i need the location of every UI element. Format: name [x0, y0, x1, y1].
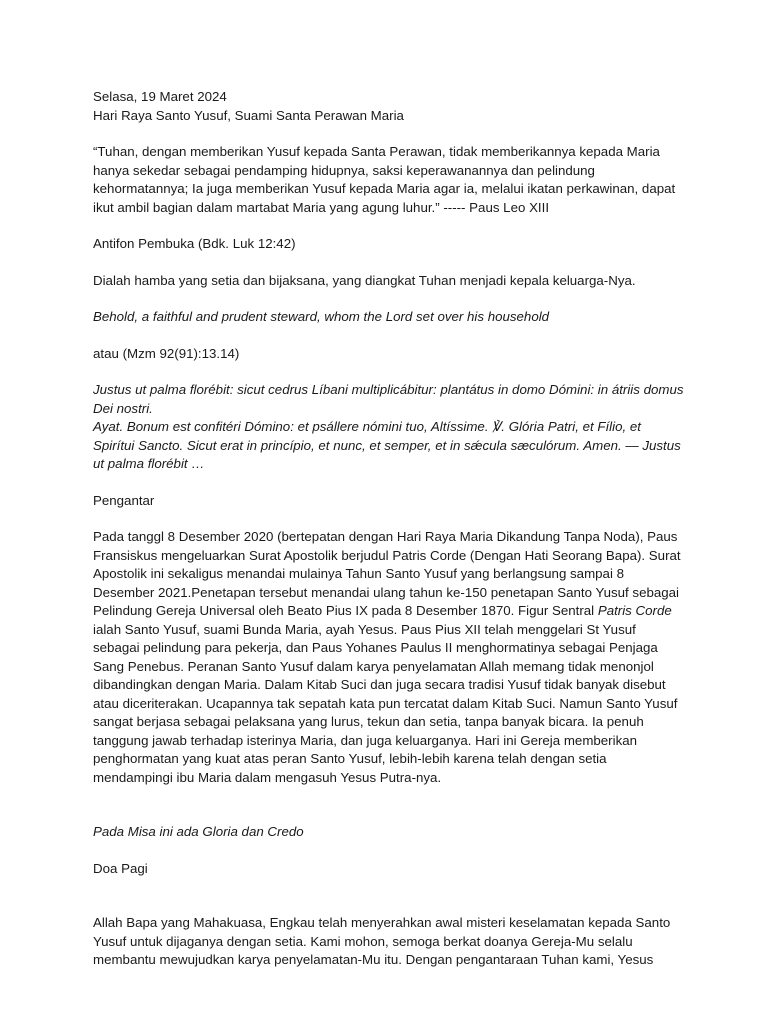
feast-title: Hari Raya Santo Yusuf, Suami Santa Perawan Maria: [93, 107, 404, 123]
antifon-english: Behold, a faithful and prudent steward, whom the Lord set over his household: [93, 309, 550, 324]
spacer: [93, 787, 685, 823]
spacer: [93, 878, 685, 914]
quote-paragraph: “Tuhan, dengan memberikan Yusuf kepada Santa Perawan, tidak memberikannya kepada Maria hanya sekedar sebagai pendamping hidupnya, saksi keperawanannya dan pelindung kehormatannya; Ia juga memberikan Yusuf kepada Maria agar ia, melalui ikatan perkawinan, dapat ikut ambil bagian dalam martabat Maria yang agung luhur.” ----- Paus Leo XIII: [93, 144, 676, 215]
spacer: [93, 474, 685, 492]
spacer: [93, 510, 685, 528]
antifon-heading: Antifon Pembuka (Bdk. Luk 12:42): [93, 236, 296, 251]
latin-antiphon: Justus ut palma florébit: sicut cedrus Líbani multiplicábitur: plantátus in domo Dómini: in átriis domus Dei nostri.: [93, 382, 684, 416]
spacer: [93, 842, 685, 860]
spacer: [93, 125, 685, 143]
doa-heading: Doa Pagi: [93, 860, 148, 876]
pengantar-text-1: Pada tanggl 8 Desember 2020 (bertepatan dengan Hari Raya Maria Dikandung Tanpa Noda), Paus Fransiskus mengeluarkan Surat Apostolik berjudul Patris Corde (Dengan Hati Seorang Bapa). Surat Apostolik ini sekaligus menandai mulainya Tahun Santo Yusuf yang berlangsung sampai 8 Desember 2021.Penetapan tersebut menandai ulang tahun ke-150 penetapan Santo Yusuf sebagai Pelindung Gereja Universal oleh Beato Pius IX pada 8 Desember 1870. Figur Sentral: [93, 529, 681, 618]
misa-note: Pada Misa ini ada Gloria dan Credo: [93, 824, 304, 839]
spacer: [93, 217, 685, 235]
pengantar-paragraph: [93, 528, 685, 787]
spacer: [93, 254, 685, 272]
spacer: [93, 327, 685, 345]
spacer: [93, 363, 685, 381]
patris-corde-title: Patris Corde: [597, 603, 672, 618]
pengantar-text-2: ialah Santo Yusuf, suami Bunda Maria, ayah Yesus. Paus Pius XII telah menggelari St Yusuf sebagai pelindung para pekerja, dan Paus Yohanes Paulus II menghormatinya sebagai Penjaga Sang Penebus. Peranan Santo Yusuf dalam karya penyelamatan Allah memang tidak menonjol dibandingkan dengan Maria. Dalam Kitab Suci dan juga secara tradisi Yusuf tidak banyak disebut atau diceriterakan. Ucapannya tak sepatah kata pun tercatat dalam Kitab Suci. Namun Santo Yusuf sangat berjasa sebagai pelaksana yang lurus, tekun dan setia, tanpa banyak bicara. Ia penuh tanggung jawab terhadap isterinya Maria, dan juga keluarganya. Hari ini Gereja memberikan penghormatan yang kuat atas peran Santo Yusuf, lebih-lebih karena telah dengan setia mendampingi ibu Maria dalam mengasuh Yesus Putra-nya.: [93, 621, 678, 785]
pengantar-heading: Pengantar: [93, 492, 155, 508]
spacer: [93, 290, 685, 308]
antifon-indonesian: Dialah hamba yang setia dan bijaksana, yang diangkat Tuhan menjadi kepala keluarga-Nya.: [93, 272, 636, 288]
alternative-reference: atau (Mzm 92(91):13.14): [93, 345, 240, 361]
document-page: [93, 88, 685, 970]
latin-verse: Ayat. Bonum est confitéri Dómino: et psállere nómini tuo, Altíssime. ℣. Glória Patri, et Fílio, et Spirítui Sancto. Sicut erat in princípio, et nunc, et semper, et in sǽcula sæculórum. Amen. — Justus ut palma florébit …: [93, 419, 681, 471]
doa-paragraph: Allah Bapa yang Mahakuasa, Engkau telah menyerahkan awal misteri keselamatan kepada Santo Yusuf untuk dijaganya dengan setia. Kami mohon, semoga berkat doanya Gereja-Mu selalu membantu mewujudkan karya penyelamatan-Mu itu. Dengan pengantaraan Tuhan kami, Yesus: [93, 915, 671, 967]
date-line: Selasa, 19 Maret 2024: [93, 89, 227, 104]
